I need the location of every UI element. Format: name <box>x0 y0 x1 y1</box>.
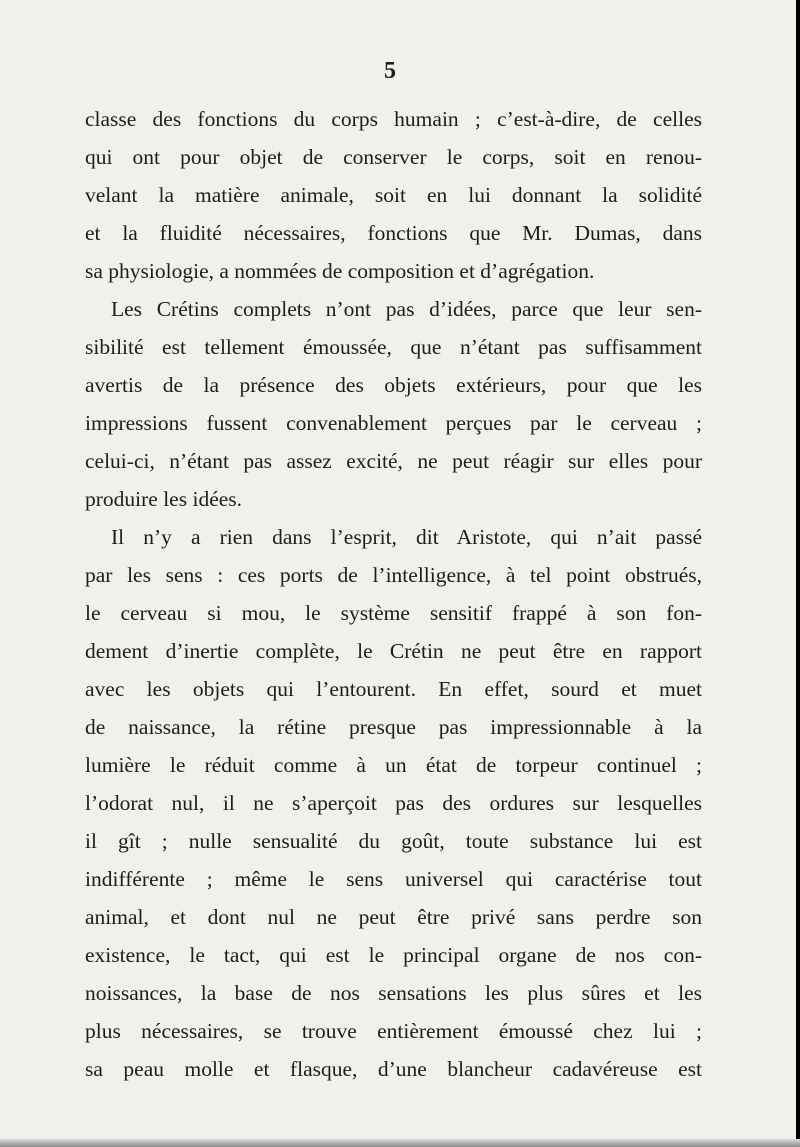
text-line: animal, et dont nul ne peut être privé sans perdre son <box>85 905 702 929</box>
text-line: sa peau molle et flasque, d’une blancheur cadavéreuse est <box>85 1057 702 1081</box>
paragraph-start-line: Il n’y a rien dans l’esprit, dit Aristote, qui n’ait passé <box>111 525 702 549</box>
text-line: avertis de la présence des objets extérieurs, pour que les <box>85 373 702 397</box>
text-line: existence, le tact, qui est le principal organe de nos con- <box>85 943 702 967</box>
text-line: le cerveau si mou, le système sensitif frappé à son fon- <box>85 601 702 625</box>
scan-edge-right <box>796 0 800 1147</box>
text-line: noissances, la base de nos sensations les plus sûres et les <box>85 981 702 1005</box>
text-line: lumière le réduit comme à un état de torpeur continuel ; <box>85 753 702 777</box>
page-number: 5 <box>384 58 396 84</box>
paragraph-start-line: Les Crétins complets n’ont pas d’idées, parce que leur sen- <box>111 297 702 321</box>
text-line: impressions fussent convenablement perçues par le cerveau ; <box>85 411 702 435</box>
scan-edge-bottom <box>0 1139 800 1147</box>
text-line: par les sens : ces ports de l’intelligence, à tel point obstrués, <box>85 563 702 587</box>
body-text <box>85 100 702 1088</box>
text-line: qui ont pour objet de conserver le corps, soit en renou- <box>85 145 702 169</box>
text-line: plus nécessaires, se trouve entièrement émoussé chez lui ; <box>85 1019 702 1043</box>
text-line: l’odorat nul, il ne s’aperçoit pas des ordures sur lesquelles <box>85 791 702 815</box>
text-line: et la fluidité nécessaires, fonctions que Mr. Dumas, dans <box>85 221 702 245</box>
text-line: indifférente ; même le sens universel qui caractérise tout <box>85 867 702 891</box>
text-line: produire les idées. <box>85 487 243 511</box>
text-line: il gît ; nulle sensualité du goût, toute substance lui est <box>85 829 702 853</box>
text-line: dement d’inertie complète, le Crétin ne peut être en rapport <box>85 639 702 663</box>
text-line: de naissance, la rétine presque pas impressionnable à la <box>85 715 702 739</box>
text-line: sa physiologie, a nommées de composition et d’agrégation. <box>85 259 595 283</box>
text-line: classe des fonctions du corps humain ; c’est-à-dire, de celles <box>85 107 702 131</box>
text-line: velant la matière animale, soit en lui donnant la solidité <box>85 183 702 207</box>
text-line: avec les objets qui l’entourent. En effet, sourd et muet <box>85 677 702 701</box>
text-line: sibilité est tellement émoussée, que n’étant pas suffisamment <box>85 335 702 359</box>
text-line: celui-ci, n’étant pas assez excité, ne peut réagir sur elles pour <box>85 449 702 473</box>
